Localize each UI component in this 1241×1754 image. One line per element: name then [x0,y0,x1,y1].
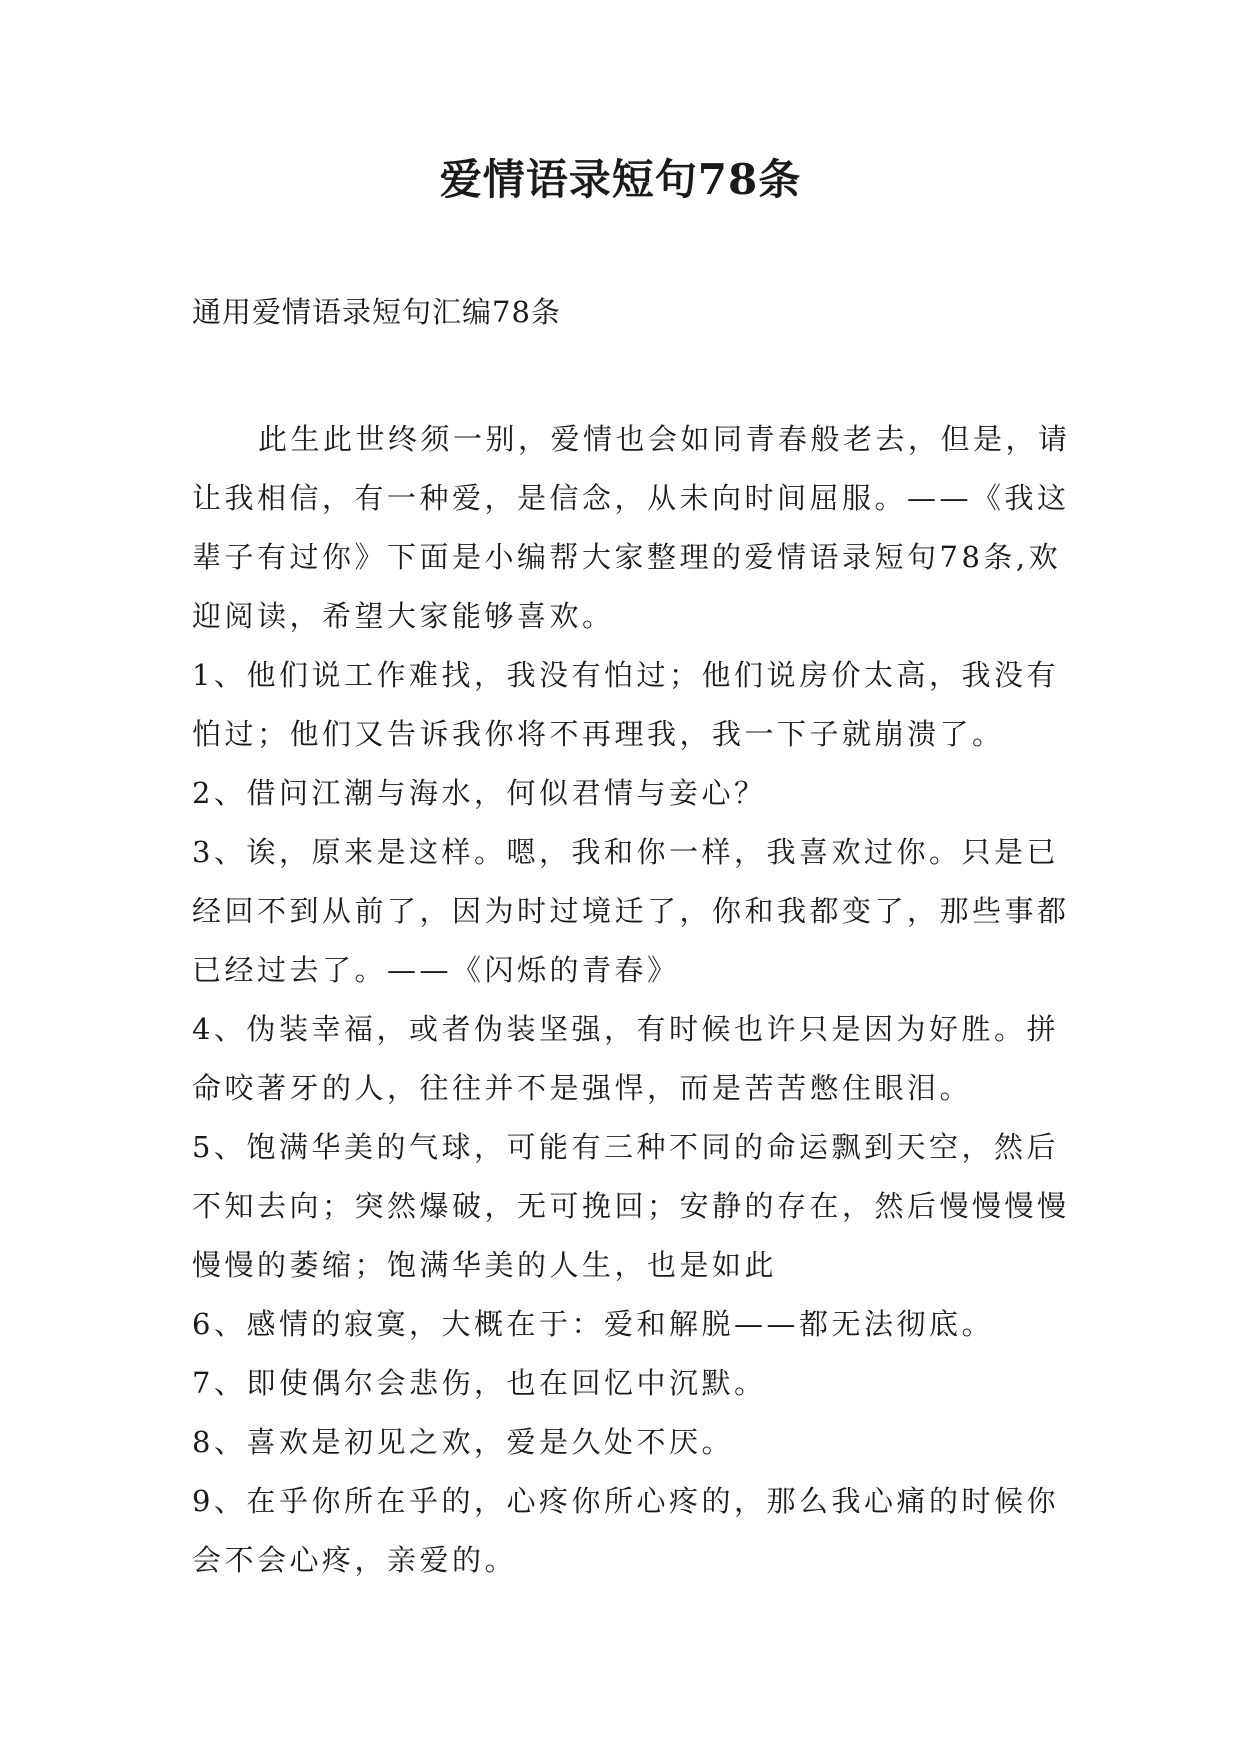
document-subtitle: 通用爱情语录短句汇编78条 [192,295,561,329]
document-title: 爱情语录短句78条 [439,155,802,204]
list-item: 3、诶，原来是这样。嗯，我和你一样，我喜欢过你。只是已经回不到从前了，因为时过境迁了，你和我都变了，那些事都已经过去了。——《闪烁的青春》 [192,835,1070,987]
document-body [192,410,1072,1590]
list-item: 6、感情的寂寞，大概在于：爱和解脱——都无法彻底。 [192,1307,994,1341]
list-item: 4、伪装幸福，或者伪装坚强，有时候也许只是因为好胜。拼命咬著牙的人，往往并不是强悍，而是苦苦憋住眼泪。 [192,1012,1059,1105]
list-item: 8、喜欢是初见之欢，爱是久处不厌。 [192,1425,734,1459]
list-item: 2、借问江潮与海水，何似君情与妾心？ [192,776,767,810]
intro-paragraph: 此生此世终须一别，爱情也会如同青春般老去，但是，请让我相信，有一种爱，是信念，从未向时间屈服。——《我这辈子有过你》下面是小编帮大家整理的爱情语录短句78条,欢迎阅读，希望大家能够喜欢。 [192,422,1071,633]
list-item: 7、即使偶尔会悲伤，也在回忆中沉默。 [192,1366,767,1400]
list-item: 1、他们说工作难找，我没有怕过；他们说房价太高，我没有怕过；他们又告诉我你将不再理我，我一下子就崩溃了。 [192,658,1059,751]
list-item: 9、在乎你所在乎的，心疼你所心疼的，那么我心痛的时候你会不会心疼，亲爱的。 [192,1484,1059,1577]
list-item: 5、饱满华美的气球，可能有三种不同的命运飘到天空，然后不知去向；突然爆破，无可挽回；安静的存在，然后慢慢慢慢慢慢的萎缩；饱满华美的人生，也是如此 [192,1130,1070,1282]
